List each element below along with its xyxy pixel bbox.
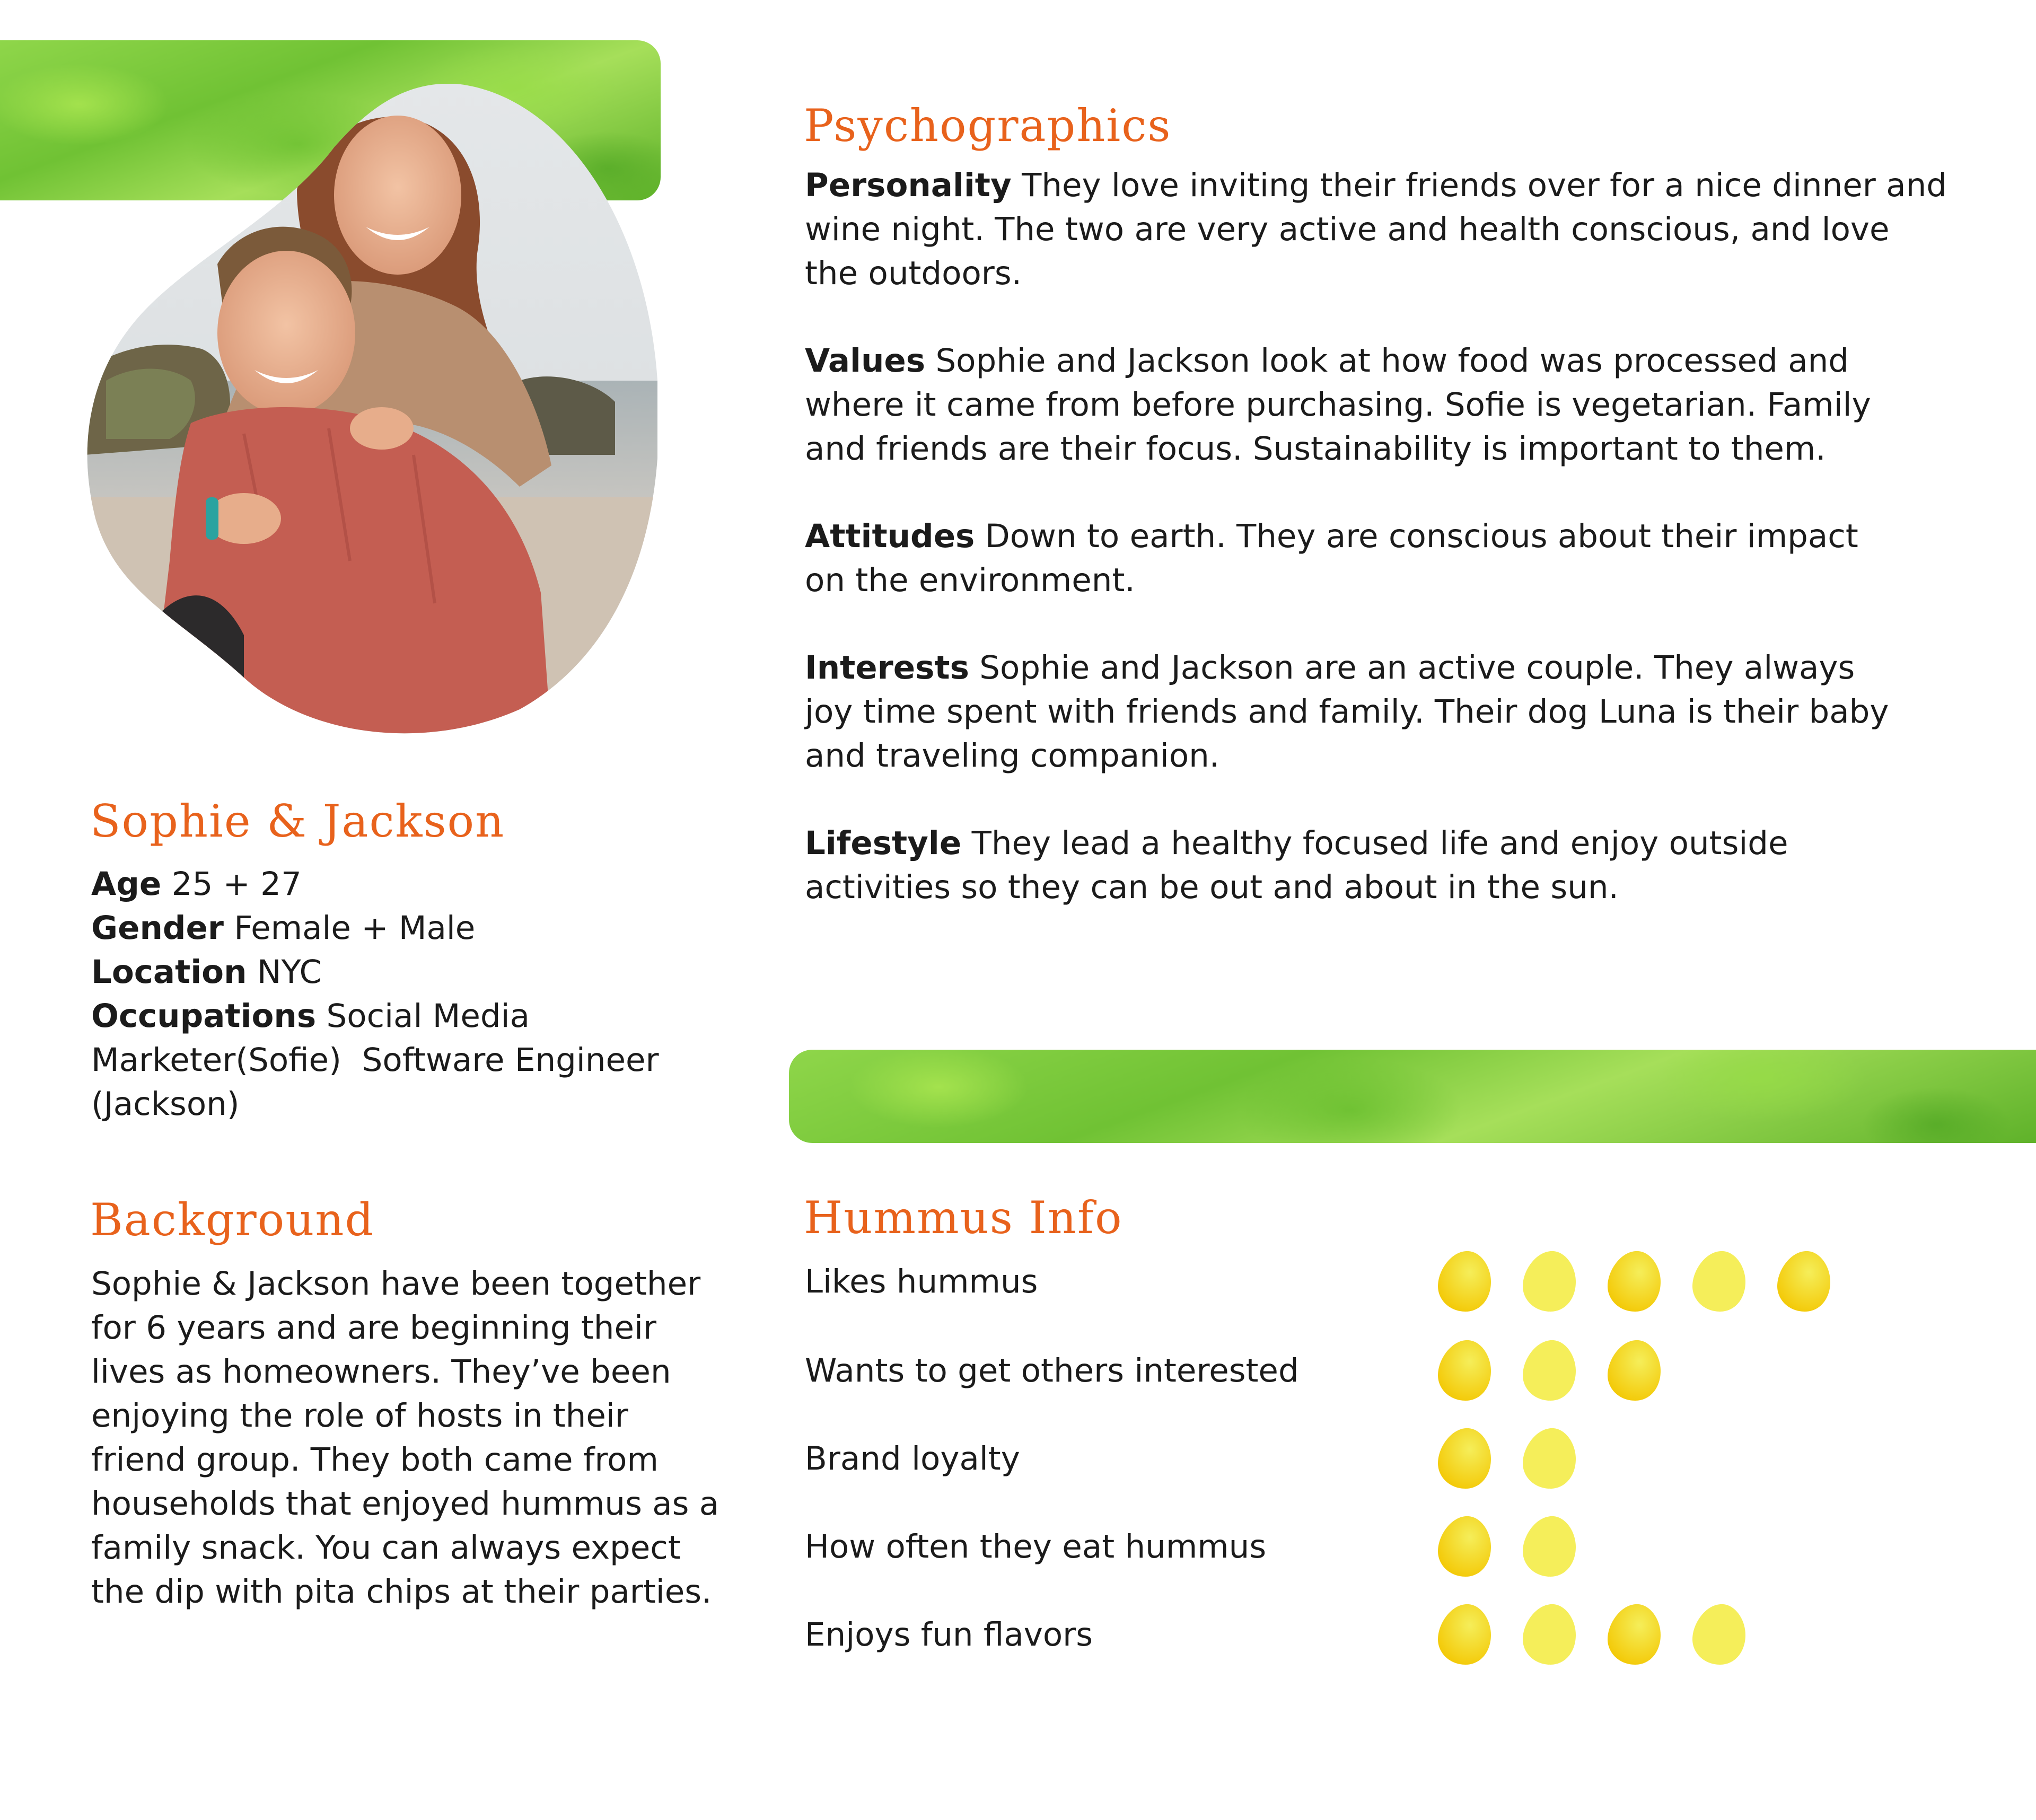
hummus-drop-icon [1605,1249,1663,1314]
profile-name: Sophie & Jackson [90,795,505,847]
hummus-drop-icon [1605,1602,1663,1667]
gender-label: Gender [91,909,224,947]
hummus-row-label: How often they eat hummus [805,1528,1267,1566]
hummus-drop-shape [1692,1251,1745,1312]
personality-label: Personality [805,166,1012,204]
background-line: for 6 years and are beginning their [91,1309,657,1347]
age-label: Age [91,865,162,903]
background-line: households that enjoyed hummus as a [91,1485,719,1523]
background-line: Sophie & Jackson have been together [91,1265,701,1303]
hummus-drop-icon [1521,1338,1578,1403]
background-line: lives as homeowners. They’ve been [91,1353,671,1391]
lifestyle-line: They lead a healthy focused life and enjoy outside [961,824,1788,862]
hummus-drop-shape [1608,1251,1661,1312]
hummus-drop-icon [1521,1602,1578,1667]
personality-paragraph [805,163,2024,295]
hummus-drop-icon [1521,1249,1578,1314]
location-line [91,950,770,994]
hummus-drop-shape [1523,1428,1576,1489]
hummus-drop-shape [1608,1340,1661,1401]
hummus-drop-icon [1690,1249,1748,1314]
hummus-drop-shape [1777,1251,1830,1312]
occupations-line [91,994,770,1038]
background-line: friend group. They both came from [91,1441,659,1479]
interests-line: and traveling companion. [805,737,1220,775]
hummus-drop-icon [1436,1426,1493,1491]
hummus-drop-shape [1608,1604,1661,1665]
hummus-drop-shape [1523,1251,1576,1312]
background-line: family snack. You can always expect [91,1529,681,1567]
occupations-line-2: Marketer(Sofie) Software Engineer [91,1041,659,1079]
lifestyle-label: Lifestyle [805,824,962,862]
attitudes-paragraph [805,514,2024,602]
age-value: 25 + 27 [171,865,302,903]
hummus-drop-shape [1438,1428,1491,1489]
psychographics-text [805,163,2024,953]
background-text [91,1262,770,1614]
occupations-label: Occupations [91,997,317,1035]
hummus-drop-icon [1690,1602,1748,1667]
background-title: Background [90,1194,375,1246]
hummus-drop-shape [1438,1516,1491,1577]
attitudes-line: on the environment. [805,561,1135,599]
values-line: where it came from before purchasing. Sofie is vegetarian. Family [805,386,1871,424]
hummus-row-label: Wants to get others interested [805,1352,1299,1390]
hummus-row-label: Enjoys fun flavors [805,1616,1093,1654]
background-line: the dip with pita chips at their parties. [91,1573,712,1611]
rating-drops [1436,1338,1663,1403]
rating-drops [1436,1249,1832,1314]
hummus-drop-icon [1521,1514,1578,1579]
hummus-drop-shape [1523,1340,1576,1401]
psychographics-title: Psychographics [804,100,1172,152]
decorative-green-banner-middle [789,1050,2036,1143]
values-label: Values [805,342,926,380]
hummus-drop-shape [1692,1604,1745,1665]
age-line [91,862,770,906]
hummus-drop-shape [1438,1604,1491,1665]
personality-line: wine night. The two are very active and health conscious, and love [805,210,1890,248]
couple-photo [85,84,657,737]
hummus-drop-icon [1436,1338,1493,1403]
hummus-drop-icon [1436,1249,1493,1314]
gender-line [91,906,770,950]
hummus-drop-icon [1521,1426,1578,1491]
gender-value: Female + Male [234,909,476,947]
lifestyle-line: activities so they can be out and about in the sun. [805,868,1619,906]
occupations-line-3: (Jackson) [91,1085,240,1123]
attitudes-label: Attitudes [805,517,975,555]
lifestyle-paragraph [805,821,2024,909]
background-line: enjoying the role of hosts in their [91,1397,628,1435]
rating-drops [1436,1426,1578,1491]
personality-line: the outdoors. [805,254,1022,292]
hummus-drop-shape [1438,1340,1491,1401]
personality-line: They love inviting their friends over for a nice dinner and [1011,166,1947,204]
demographics [91,862,770,1126]
attitudes-line: Down to earth. They are conscious about their impact [975,517,1858,555]
hummus-drop-icon [1436,1602,1493,1667]
interests-line: Sophie and Jackson are an active couple. They always [969,649,1855,687]
hummus-row-label: Likes hummus [805,1263,1038,1300]
rating-drops [1436,1602,1748,1667]
location-value: NYC [257,953,322,991]
location-label: Location [91,953,247,991]
interests-label: Interests [805,649,969,687]
hummus-drop-shape [1523,1604,1576,1665]
values-line: Sophie and Jackson look at how food was processed and [925,342,1849,380]
hummus-drop-icon [1775,1249,1832,1314]
rating-drops [1436,1514,1578,1579]
hummus-drop-icon [1436,1514,1493,1579]
occupations-value: Social Media [326,997,530,1035]
interests-paragraph [805,646,2024,778]
hummus-drop-shape [1438,1251,1491,1312]
hummus-drop-icon [1605,1338,1663,1403]
hummus-drop-shape [1523,1516,1576,1577]
hummus-row-label: Brand loyalty [805,1440,1020,1478]
hummus-info-title: Hummus Info [804,1192,1123,1244]
values-line: and friends are their focus. Sustainability is important to them. [805,430,1826,468]
values-paragraph [805,339,2024,471]
interests-line: joy time spent with friends and family. Their dog Luna is their baby [805,693,1889,731]
